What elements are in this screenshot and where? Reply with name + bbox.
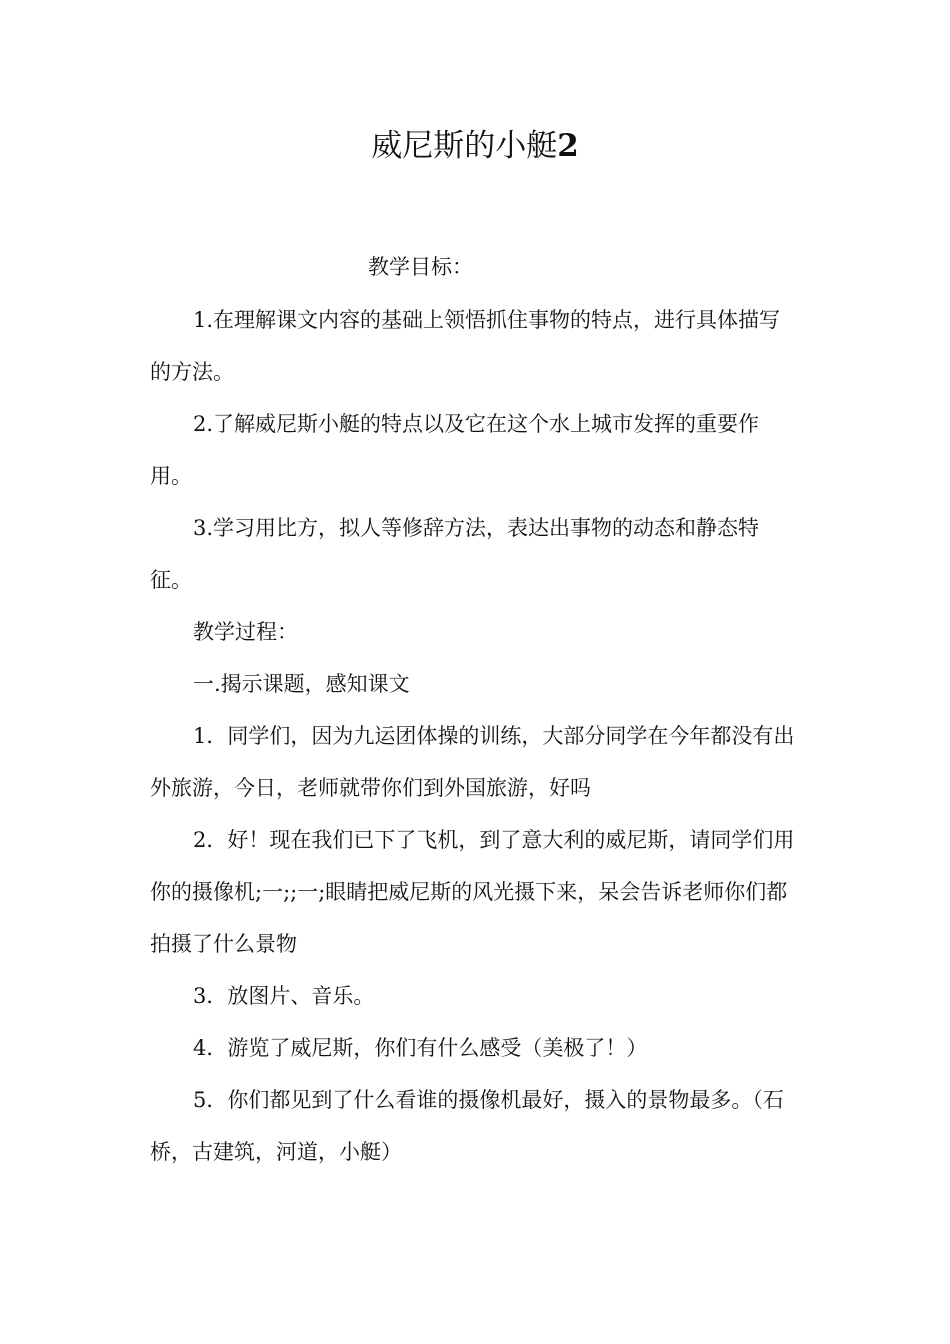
paragraph: 教学过程： (193, 620, 298, 644)
paragraph: 一.揭示课题，感知课文 (193, 672, 410, 696)
paragraph: 4．游览了威尼斯，你们有什么感受（美极了！） (193, 1036, 648, 1060)
paragraph: 1．同学们，因为九运团体操的训练，大部分同学在今年都没有出外旅游，今日，老师就带你们到外国旅游，好吗 (150, 724, 795, 800)
title-number: 2 (557, 128, 579, 164)
section-heading-objectives: 教学目标： (368, 255, 473, 279)
document-title (0, 124, 950, 168)
paragraph: 2．好！现在我们已下了飞机，到了意大利的威尼斯，请同学们用你的摄像机;一;;一;眼睛把威尼斯的风光摄下来，呆会告诉老师你们都拍摄了什么景物 (150, 828, 795, 956)
paragraph: 5．你们都见到了什么看谁的摄像机最好，摄入的景物最多。（石桥，古建筑，河道，小艇） (150, 1088, 784, 1164)
document-body (150, 294, 800, 1178)
title-text: 威尼斯的小艇 (371, 128, 558, 164)
paragraph: 3.学习用比方，拟人等修辞方法，表达出事物的动态和静态特征。 (150, 516, 760, 592)
paragraph: 1.在理解课文内容的基础上领悟抓住事物的特点，进行具体描写的方法。 (150, 308, 781, 384)
paragraph: 2.了解威尼斯小艇的特点以及它在这个水上城市发挥的重要作用。 (150, 412, 760, 488)
paragraph: 3．放图片、音乐。 (193, 984, 375, 1008)
